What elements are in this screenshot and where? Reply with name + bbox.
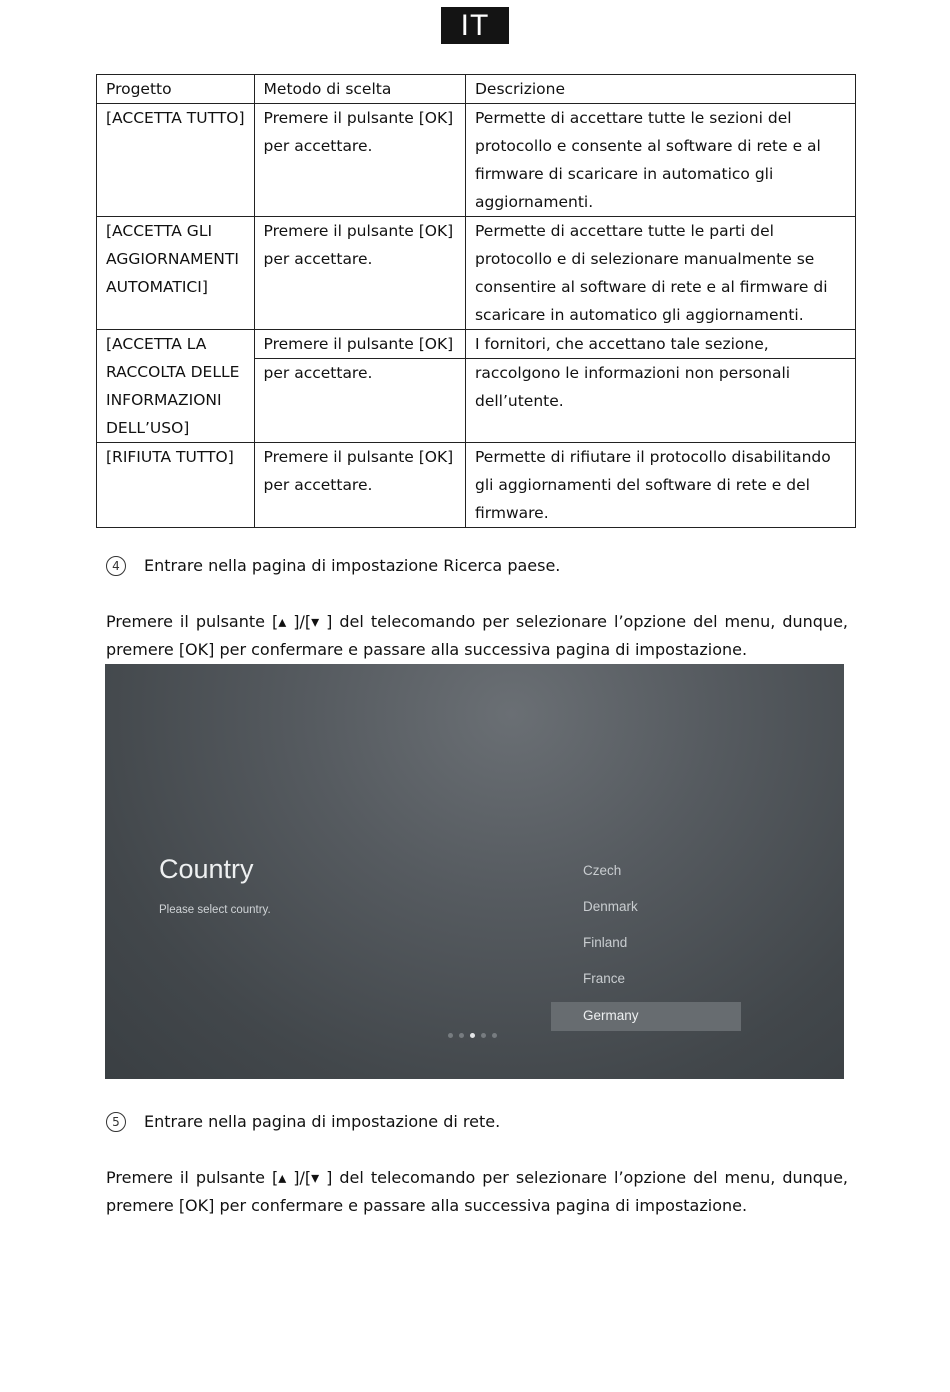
cell-line: INFORMAZIONI (106, 391, 222, 409)
cell-line: per accettare. (263, 476, 373, 494)
cell-project (97, 217, 255, 330)
cell-line: [RIFIUTA TUTTO] (106, 448, 234, 466)
header-cell-method: Metodo di scelta (254, 75, 465, 104)
table-header-row (97, 75, 856, 104)
cell-line: [ACCETTA GLI (106, 222, 213, 240)
tv-screen-subtitle: Please select country. (159, 904, 271, 916)
cell-line: consentire al software di rete e al firmware di (474, 278, 828, 296)
language-badge: IT (441, 7, 509, 44)
cell-method (254, 217, 465, 330)
step-number-badge: 5 (106, 1112, 126, 1132)
step-5-heading (106, 1110, 500, 1134)
cell-line: gli aggiornamenti del software di rete e del (474, 476, 810, 494)
step-title: Entrare nella pagina di impostazione Ricerca paese. (144, 556, 561, 575)
country-option[interactable]: France (583, 971, 626, 986)
cell-line: Premere il pulsante [OK] (263, 448, 454, 466)
step-5-instructions (106, 1164, 848, 1220)
cell-line: RACCOLTA DELLE (106, 363, 240, 381)
table-row (97, 330, 856, 443)
page-indicator (448, 1033, 497, 1038)
cell-line: protocollo e di selezionare manualmente se (474, 250, 815, 268)
cell-line: Premere il pulsante [OK] (263, 335, 454, 353)
header-cell-description: Descrizione (465, 75, 855, 104)
cell-line: AGGIORNAMENTI (106, 250, 239, 268)
cell-line: DELL’USO] (106, 419, 190, 437)
cell-line: Permette di rifiutare il protocollo disabilitando (474, 448, 831, 466)
settings-table (96, 74, 856, 528)
cell-line: [ACCETTA TUTTO] (106, 109, 245, 127)
cell-project (97, 443, 255, 528)
cell-line: firmware. (474, 504, 549, 522)
country-option[interactable]: Czech (583, 863, 622, 878)
cell-line: aggiornamenti. (474, 193, 594, 211)
table-row (97, 443, 856, 528)
page-dot (481, 1033, 486, 1038)
cell-line: [ACCETTA LA (106, 335, 207, 353)
header-cell-project: Progetto (97, 75, 255, 104)
tv-country-screenshot (105, 664, 844, 1079)
cell-line: Premere il pulsante [OK] (263, 109, 454, 127)
cell-line: raccolgono le informazioni non personali (474, 364, 791, 382)
page-dot (459, 1033, 464, 1038)
cell-project (97, 330, 255, 443)
country-option[interactable]: Denmark (583, 899, 638, 914)
cell-line: I fornitori, che accettano tale sezione, (474, 335, 769, 353)
cell-method (254, 443, 465, 528)
country-option-selected[interactable]: Germany (551, 1002, 741, 1031)
cell-line: Permette di accettare tutte le parti del (474, 222, 774, 240)
paragraph-line: premere [OK] per confermare e passare alla successiva pagina di impostazione. (106, 640, 748, 659)
page-dot (492, 1033, 497, 1038)
cell-description (465, 104, 855, 217)
cell-line: dell’utente. (474, 392, 564, 410)
cell-line: scaricare in automatico gli aggiornamenti. (474, 306, 804, 324)
table-row (97, 217, 856, 330)
cell-line: firmware di scaricare in automatico gli (474, 165, 774, 183)
cell-line: protocollo e consente al software di rete e al (474, 137, 821, 155)
step-4-instructions (106, 608, 848, 664)
country-option[interactable]: Finland (583, 935, 628, 950)
cell-description (465, 443, 855, 528)
cell-description (465, 217, 855, 330)
cell-line: per accettare. (263, 364, 373, 382)
page-dot (448, 1033, 453, 1038)
page-dot-active (470, 1033, 475, 1038)
step-number-badge: 4 (106, 556, 126, 576)
cell-method (254, 104, 465, 217)
country-list (583, 856, 741, 1031)
step-title: Entrare nella pagina di impostazione di rete. (144, 1112, 501, 1131)
cell-project (97, 104, 255, 217)
cell-line: per accettare. (263, 137, 373, 155)
paragraph-line: premere [OK] per confermare e passare alla successiva pagina di impostazione. (106, 1196, 748, 1215)
cell-line: Premere il pulsante [OK] (263, 222, 454, 240)
cell-line: Permette di accettare tutte le sezioni del (474, 109, 792, 127)
paragraph-line: Premere il pulsante [▴ ]/[▾ ] del telecomando per selezionare l’opzione del menu, dunque, (106, 612, 848, 631)
tv-screen-title: Country (159, 854, 254, 884)
step-4-heading (106, 554, 560, 578)
table-row (97, 104, 856, 217)
cell-line: per accettare. (263, 250, 373, 268)
paragraph-line: Premere il pulsante [▴ ]/[▾ ] del telecomando per selezionare l’opzione del menu, dunque, (106, 1168, 848, 1187)
cell-description (465, 330, 855, 443)
cell-line: AUTOMATICI] (106, 278, 208, 296)
cell-method (254, 330, 465, 443)
